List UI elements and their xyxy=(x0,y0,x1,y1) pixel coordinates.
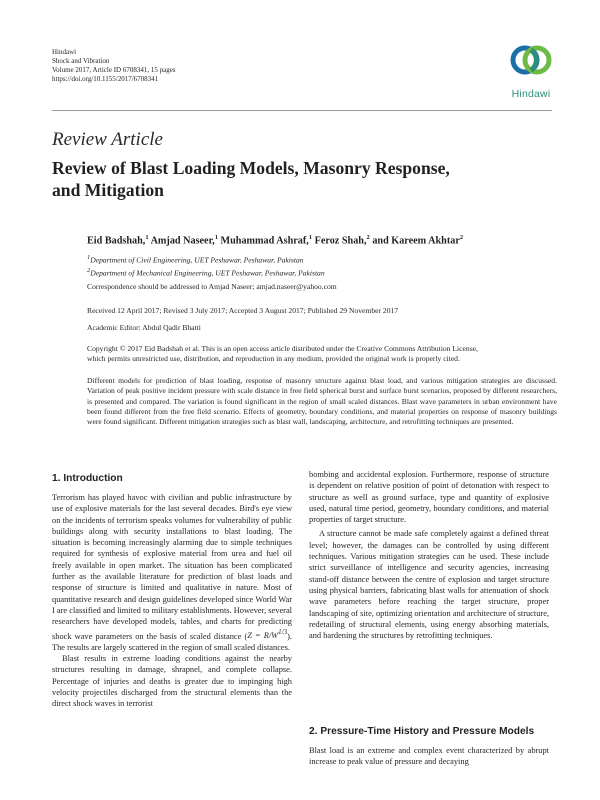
author-name[interactable]: Amjad Naseer, xyxy=(150,235,215,247)
left-column xyxy=(52,492,292,709)
title-line-1: Review of Blast Loading Models, Masonry Response, xyxy=(52,158,450,178)
affiliation-sup: 1 xyxy=(87,254,91,261)
logo-wordmark: Hindawi xyxy=(511,88,551,100)
author-name[interactable]: Feroz Shah, xyxy=(314,235,367,247)
doi-link[interactable]: https://doi.org/10.1155/2017/6708341 xyxy=(52,75,159,83)
affiliation-2 xyxy=(87,266,557,279)
affiliation-1 xyxy=(87,253,557,266)
affiliations xyxy=(87,253,557,278)
section-heading-pressure-time: 2. Pressure-Time History and Pressure Models xyxy=(309,726,535,737)
scaled-distance-formula xyxy=(247,628,288,641)
formula-text: Z = R/W xyxy=(247,631,279,641)
author-sup: 2 xyxy=(366,234,370,241)
article-title xyxy=(52,157,552,201)
publication-dates: Received 12 April 2017; Revised 3 July 2017; Accepted 3 August 2017; Published 29 November 2017 xyxy=(87,306,399,315)
correspondence: Correspondence should be addressed to Amjad Naseer; amjad.naseer@yahoo.com xyxy=(87,282,337,291)
author-sup: 1 xyxy=(145,234,149,241)
affiliation-text: Department of Civil Engineering, UET Peshawar, Peshawar, Pakistan xyxy=(90,255,304,265)
intro-paragraph-1 xyxy=(52,492,292,653)
author-name[interactable]: and Kareem Akhtar xyxy=(372,235,460,247)
formula-exponent: 1/3 xyxy=(278,628,288,637)
copyright-notice xyxy=(87,344,557,364)
copyright-line-2: which permits unrestricted use, distribution, and reproduction in any medium, provided the original work is properly cited. xyxy=(87,354,460,363)
right-column xyxy=(309,469,549,641)
author-sup: 2 xyxy=(459,234,464,241)
abstract: Different models for prediction of blast loading, response of masonry structure against blast load, and various mitigation strategies are discussed. Variation of peak positive incident pressure with scale distance in free field spherical burst and surface burst scenarios, proposed by different researchers, is presented and compared. The variation is found significant in the region of small scaled distances. Blast wave parameters in urban environment have been found different from the free field scenario. Effects of geometry, boundary conditions, and material properties on response of masonry buildings were found significant. Different mitigation strategies such as blast wall, landscaping, architecture, and retrofitting techniques are presented. xyxy=(87,376,557,427)
hindawi-logo-icon xyxy=(509,40,553,82)
publisher-name: Hindawi xyxy=(52,48,77,56)
body-paragraph: bombing and accidental explosion. Furthermore, response of structure is dependent on relative position of point of detonation with respect to structure as well as ground surface, type and quantity of explosive used, natural time period, geometry, boundary conditions, and material properties of target structure. xyxy=(309,470,549,525)
author-list xyxy=(87,234,463,246)
header-divider xyxy=(52,110,552,111)
author-name[interactable]: Eid Badshah, xyxy=(87,235,146,247)
intro-text: ). The results are largely scattered in the region of small scaled distances. xyxy=(52,631,292,652)
intro-paragraph-2: Blast results in extreme loading conditions against the nearby structures resulting in damage, shrapnel, and complete collapse. Percentage of injuries and deaths is greater due to impinging high velocity projectiles discharged from the structural elements than the direct shock waves in terrorist xyxy=(52,653,292,709)
author-sup: 1 xyxy=(308,234,313,241)
affiliation-sup: 2 xyxy=(87,266,91,274)
author-name[interactable]: Muhammad Ashraf, xyxy=(220,235,309,247)
section-2-paragraph: Blast load is an extreme and complex event characterized by abrupt increase to peak value of pressure and decaying xyxy=(309,746,549,767)
body-paragraph: A structure cannot be made safe completely against a defined threat level; however, the damages can be controlled by using different techniques. Various mitigation strategies can be used. These include strict surveillance of intelligence and security agencies, increasing stand-off distance between the centre of explosion and target structure using physical barriers, fabricating blast walls for attenuation of shock wave parameters before reaching the target structure, proper landscaping of site, optimizing orientation and architecture of structure, redetailing of structural elements, using energy absorbing materials, and hardening the structures by retrofitting techniques. xyxy=(309,529,550,641)
intro-text: Terrorism has played havoc with civilian and public infrastructure by use of explosive materials for the last several decades. Bird's eye view on the incidents of terrorism speaks volumes for vulnerability of public buildings along with security installations to blast loading. The situation is becoming increasingly alarming due to simple techniques required for synthesis of explosive material from urea and fuel oil freely available in open market. The situation has been complicated further as the available literature for prediction of blast loads and response of structure is limited and qualitative in nature. Most of quantitative research and design guidelines developed since World War I are classified and limited to military establishments. However, several researchers have developed models, tables, and charts for predicting shock wave parameters on the basis of scaled distance ( xyxy=(52,493,292,641)
journal-name: Shock and Vibration xyxy=(52,57,110,65)
journal-header xyxy=(52,48,176,84)
volume-info: Volume 2017, Article ID 6708341, 15 pages xyxy=(52,66,176,74)
article-type: Review Article xyxy=(52,129,163,150)
author-sup: 1 xyxy=(214,234,218,241)
copyright-line-1: Copyright © 2017 Eid Badshah et al. This is an open access article distributed under the Creative Commons Attribution License, xyxy=(87,344,478,353)
title-line-2: and Mitigation xyxy=(52,180,164,200)
affiliation-text: Department of Mechanical Engineering, UET Peshawar, Peshawar, Pakistan xyxy=(90,268,325,278)
hindawi-logo[interactable] xyxy=(498,40,564,100)
section-heading-introduction: 1. Introduction xyxy=(52,473,123,484)
academic-editor: Academic Editor: Abdul Qadir Bhatti xyxy=(87,323,201,332)
